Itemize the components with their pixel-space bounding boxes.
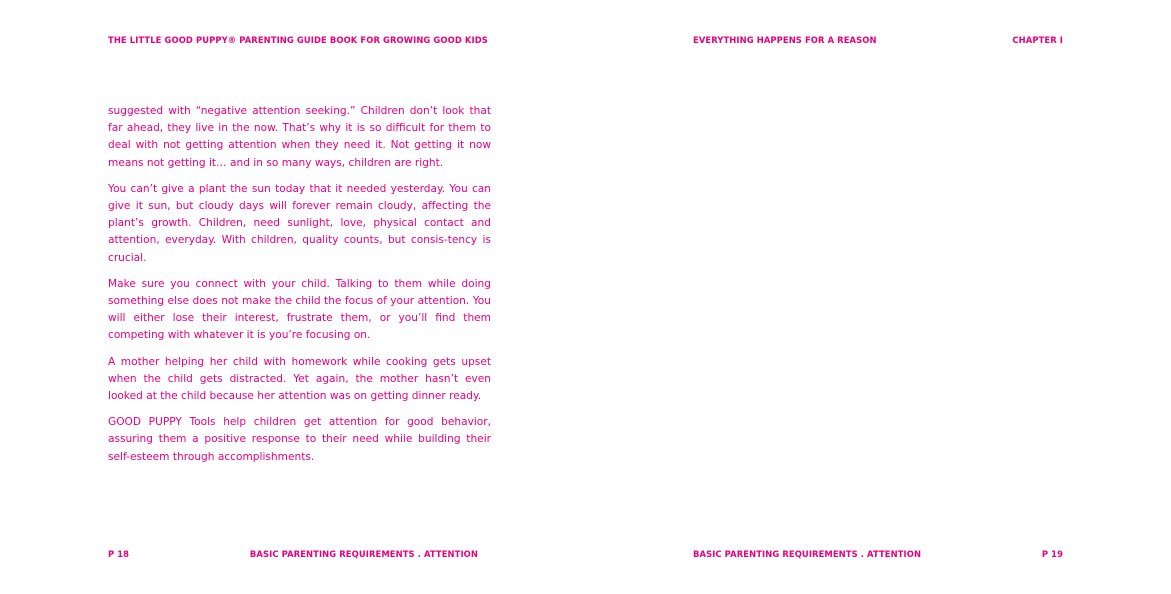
right-running-foot: [693, 549, 1063, 559]
page-number-left: P 18: [108, 549, 130, 559]
paragraph: Make sure you connect with your child. Talking to them while doing something else does not make the child the focus of your attention. You will either lose their interest, frustrate them, or you’ll find them competing with whatever it is you’re focusing on.: [108, 277, 491, 342]
book-title: THE LITTLE GOOD PUPPY® PARENTING GUIDE BOOK FOR GROWING GOOD KIDS: [108, 35, 488, 45]
right-running-head: [693, 35, 1063, 45]
chapter-title: EVERYTHING HAPPENS FOR A REASON: [693, 35, 877, 45]
paragraph: GOOD PUPPY Tools help children get attention for good behavior, assuring them a positive response to their need while building their self-esteem through accomplishments.: [108, 416, 491, 463]
section-title-right: BASIC PARENTING REQUIREMENTS . ATTENTION: [693, 549, 922, 559]
left-page: [108, 0, 491, 594]
right-page: [693, 0, 1063, 594]
page-number-right: P 19: [1041, 549, 1063, 559]
paragraph: You can’t give a plant the sun today that it needed yesterday. You can give it sun, but cloudy days will forever remain cloudy, affecting the plant’s growth. Children, need sunlight, love, physical contact and attention, everyday. With children, quality counts, but consis-tency is crucial.: [108, 182, 491, 264]
body-text: [108, 103, 491, 475]
paragraph: suggested with “negative attention seeking.” Children don’t look that far ahead, they live in the now. That’s why it is so difficult for them to deal with not getting attention when they need it. Not getting it now means not getting it… and in so many ways, children are right.: [108, 105, 491, 169]
left-running-foot: [108, 549, 478, 559]
chapter-label: CHAPTER I: [1012, 35, 1063, 45]
paragraph: A mother helping her child with homework while cooking gets upset when the child gets distracted. Yet again, the mother hasn’t even looked at the child because her attention was on getting dinner ready.: [108, 355, 491, 403]
section-title-left: BASIC PARENTING REQUIREMENTS . ATTENTION: [249, 549, 478, 559]
left-running-head: [108, 35, 488, 45]
